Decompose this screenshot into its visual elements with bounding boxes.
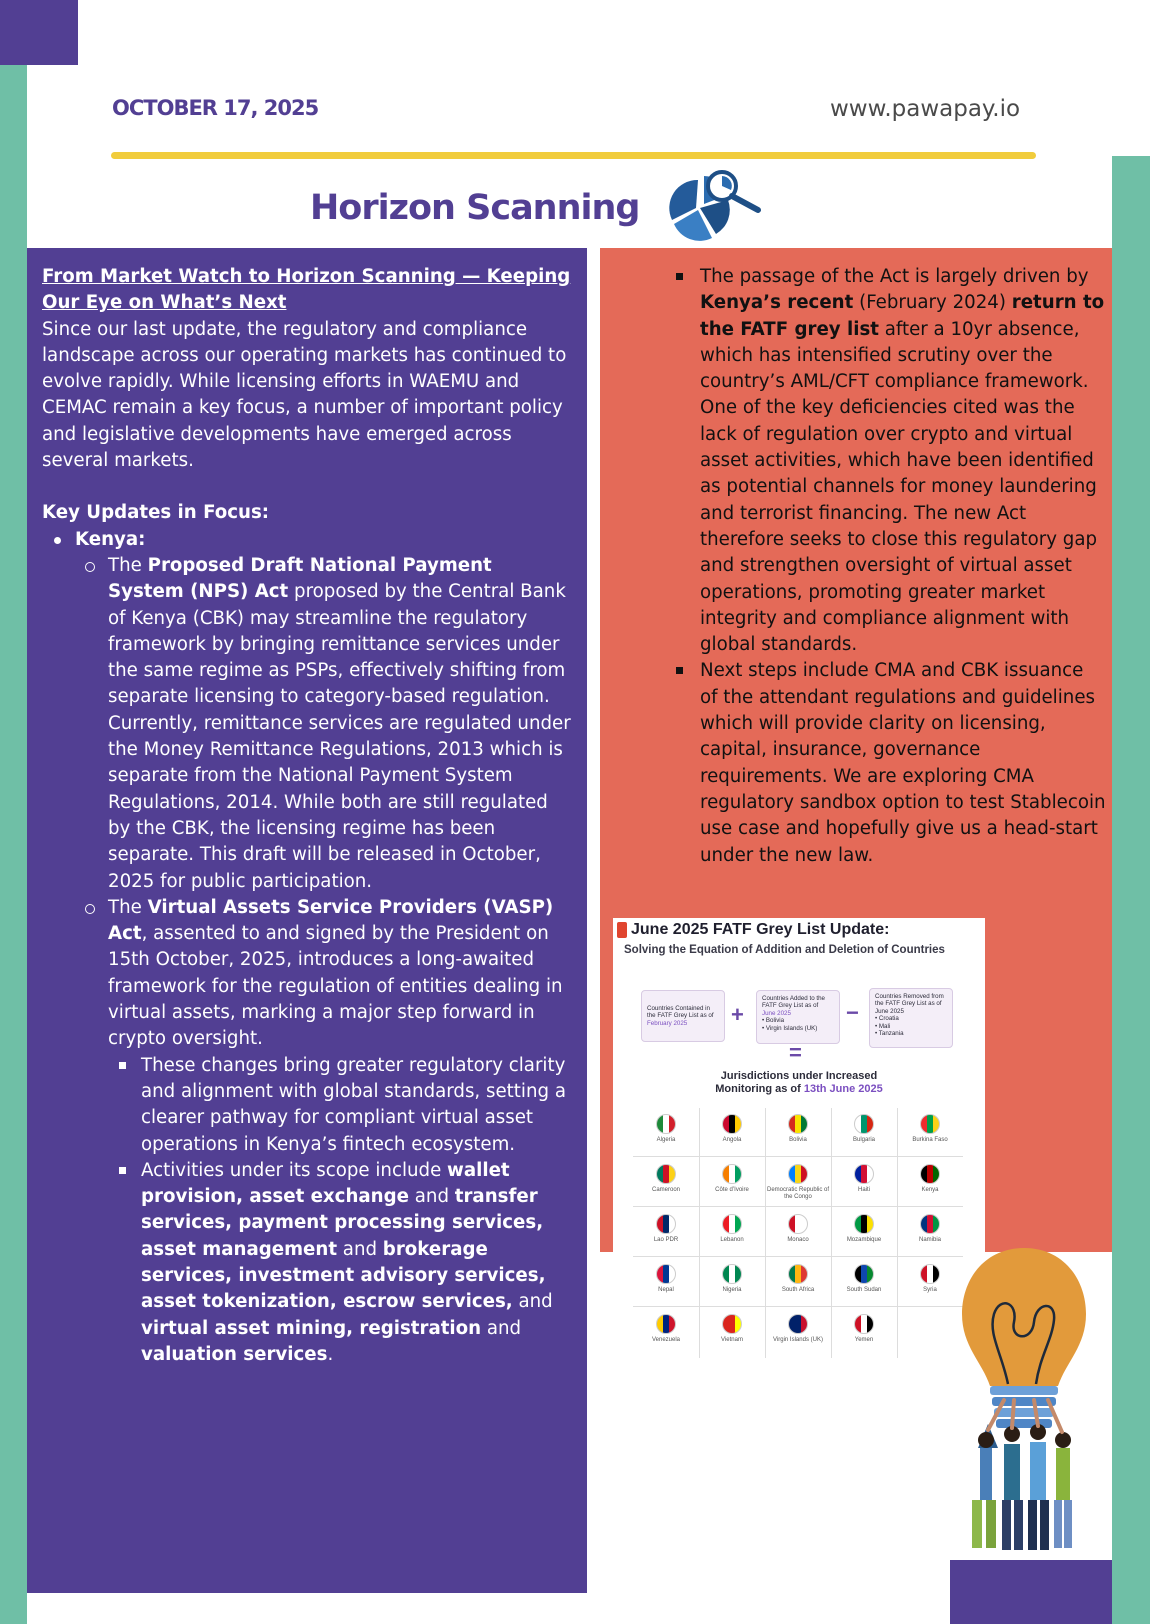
flag-icon	[656, 1314, 676, 1334]
country-cell	[765, 1108, 831, 1158]
flag-icon	[788, 1164, 808, 1184]
list-item-next-steps: Next steps include CMA and CBK issuance of the attendant regulations and guidelines which will provide clarity on licensing, capital, insurance, governance requirements. We are exploring CMA regulatory sandbox option to test Stablecoin use case and hopefully give us a head-start under the new law.	[600, 658, 1112, 868]
country-name: Bulgaria	[852, 1137, 875, 1143]
flag-icon	[656, 1214, 676, 1234]
left-content-panel	[27, 248, 587, 1593]
country-cell	[633, 1158, 699, 1208]
country-name: Côte d’Ivoire	[715, 1187, 749, 1193]
flag-icon	[788, 1214, 808, 1234]
lightbulb-teamwork-icon	[948, 1244, 1100, 1560]
country-name: Haiti	[857, 1187, 870, 1193]
country-name: Yemen	[854, 1337, 874, 1343]
country-name: Algeria	[656, 1137, 676, 1143]
country-cell	[633, 1258, 699, 1308]
result-line-2: Monitoring as of 13th June 2025	[715, 1083, 883, 1095]
infographic-subtitle: Solving the Equation of Addition and Deletion of Countries	[624, 944, 945, 956]
country-cell	[897, 1158, 963, 1208]
country-cell	[699, 1158, 765, 1208]
kenya-updates-list	[75, 553, 573, 1368]
grid-row-line	[633, 1306, 963, 1307]
right-bullet-list	[600, 264, 1112, 869]
country-cell	[897, 1108, 963, 1158]
country-name: Syria	[923, 1287, 937, 1293]
key-updates-heading: Key Updates in Focus:	[42, 502, 270, 524]
grid-row-line	[633, 1256, 963, 1257]
flag-icon	[854, 1264, 874, 1284]
country-cell	[765, 1158, 831, 1208]
grid-row-line	[633, 1156, 963, 1157]
box-feb-2025: Countries Contained in the FATF Grey List as of February 2025	[641, 990, 725, 1042]
flag-icon	[788, 1314, 808, 1334]
grid-col-line	[699, 1108, 700, 1358]
corner-block-bottom-right	[950, 1560, 1112, 1624]
country-name: Mozambique	[846, 1237, 882, 1243]
header-divider	[111, 152, 1036, 159]
country-cell	[699, 1308, 765, 1358]
grid-col-line	[831, 1108, 832, 1358]
list-item-vasp-act: The Virtual Assets Service Providers (VASP) Act, assented to and signed by the President on 15th October, 2025, introduces a long-awaited framework for the regulation of entities dealing in virtual assets, marking a major step forward in crypto oversight. These changes bring greater regulatory clarity and alignment with global standards, setting a clearer pathway for compliant virtual asset operations in Kenya’s fintech ecosystem. Activities under its scope include wallet provision, asset exchange and transfer services, payment processing services, asset management and brokerage services, investment advisory services, asset tokenization, escrow services, and virtual asset mining, registration and valuation services.	[75, 895, 573, 1368]
flag-icon	[920, 1264, 940, 1284]
country-name: Cameroon	[651, 1187, 680, 1193]
grid-col-line	[765, 1108, 766, 1358]
flag-icon	[854, 1114, 874, 1134]
country-name: Namibia	[918, 1237, 941, 1243]
country-name: Lao PDR	[653, 1237, 679, 1243]
flag-icon	[656, 1164, 676, 1184]
country-name: South Sudan	[846, 1287, 882, 1293]
country-name: Lebanon	[720, 1237, 744, 1243]
flag-icon	[920, 1114, 940, 1134]
country-name: Burkina Faso	[912, 1137, 948, 1143]
flag-icon	[788, 1264, 808, 1284]
country-cell	[699, 1108, 765, 1158]
country-name: Venezuela	[651, 1337, 681, 1343]
left-side-strip	[0, 65, 27, 1624]
website-link[interactable]: www.pawapay.io	[830, 96, 1021, 122]
result-line-1: Jurisdictions under Increased	[720, 1070, 878, 1082]
flag-icon	[656, 1264, 676, 1284]
country-label: Kenya:	[75, 528, 146, 550]
country-name: Vietnam	[721, 1337, 743, 1343]
fatf-grey-list-infographic	[613, 918, 985, 1362]
flag-icon	[722, 1264, 742, 1284]
box-removed-june-2025: Countries Removed from the FATF Grey List as of June 2025 • Croatia • Mali • Tanzania	[869, 988, 953, 1048]
flag-icon	[854, 1214, 874, 1234]
right-side-strip	[1112, 156, 1150, 1624]
list-item-nps-act: The Proposed Draft National Payment System (NPS) Act proposed by the Central Bank of Kenya (CBK) may streamline the regulatory framework by bringing remittance services under the same regime as PSPs, effectively shifting from separate licensing to category-based regulation. Currently, remittance services are regulated under the Money Remittance Regulations, 2013 which is separate from the National Payment System Regulations, 2014. While both are still regulated by the CBK, the licensing regime has been separate. This draft will be released in October, 2025 for public participation.	[75, 553, 573, 895]
grid-row-line	[633, 1206, 963, 1207]
minus-operator: −	[846, 1000, 859, 1025]
flag-icon	[920, 1164, 940, 1184]
flag-icon	[722, 1114, 742, 1134]
country-name: South Africa	[781, 1287, 815, 1293]
country-name: Angola	[722, 1137, 742, 1143]
equals-operator: =	[789, 1040, 802, 1065]
flag-icon	[722, 1164, 742, 1184]
country-name: Virgin Islands (UK)	[773, 1337, 823, 1343]
flag-icon	[722, 1314, 742, 1334]
vasp-details-list	[108, 1053, 573, 1369]
infographic-title: June 2025 FATF Grey List Update:	[631, 921, 890, 938]
pie-chart-magnifier-icon	[660, 168, 776, 252]
corner-block-top-left	[0, 0, 78, 65]
badge-icon	[617, 922, 627, 938]
country-name: Monaco	[787, 1237, 809, 1243]
box-added-june-2025: Countries Added to the FATF Grey List as of June 2025 • Bolivia • Virgin Islands (UK)	[756, 990, 840, 1044]
country-cell	[831, 1258, 897, 1308]
list-item-scope: Activities under its scope include wallet provision, asset exchange and transfer services, payment processing services, asset management and brokerage services, investment advisory services, asset tokenization, escrow services, and virtual asset mining, registration and valuation services.	[108, 1158, 573, 1368]
country-cell	[831, 1158, 897, 1208]
page-title: Horizon Scanning	[310, 188, 640, 228]
country-cell	[765, 1308, 831, 1358]
intro-paragraph: Since our last update, the regulatory and compliance landscape across our operating markets has continued to evolve rapidly. While licensing efforts in WAEMU and CEMAC remain a key focus, a number of important policy and legislative developments have emerged across several markets.	[42, 318, 567, 472]
country-name: Kenya	[921, 1187, 939, 1193]
country-cell	[831, 1108, 897, 1158]
country-cell	[633, 1208, 699, 1258]
country-name: Nigeria	[722, 1287, 742, 1293]
country-cell	[699, 1258, 765, 1308]
list-item-clarity: These changes bring greater regulatory clarity and alignment with global standards, setting a clearer pathway for compliant virtual asset operations in Kenya’s fintech ecosystem.	[108, 1053, 573, 1158]
flag-icon	[854, 1314, 874, 1334]
flag-icon	[656, 1114, 676, 1134]
grid-col-line	[897, 1108, 898, 1358]
plus-operator: +	[731, 1002, 744, 1027]
country-list	[42, 527, 573, 1369]
flag-icon	[722, 1214, 742, 1234]
country-cell	[699, 1208, 765, 1258]
country-name: Nepal	[658, 1287, 674, 1293]
country-cell	[765, 1258, 831, 1308]
list-item-kenya	[42, 527, 573, 1369]
flag-icon	[788, 1114, 808, 1134]
country-name: Democratic Republic of the Congo	[766, 1187, 830, 1200]
issue-date: OCTOBER 17, 2025	[112, 96, 319, 120]
flag-icon	[920, 1214, 940, 1234]
flag-icon	[854, 1164, 874, 1184]
list-item-fatf-context: The passage of the Act is largely driven by Kenya’s recent (February 2024) return to the FATF grey list after a 10yr absence, which has intensified scrutiny over the country’s AML/CFT compliance framework. One of the key deficiencies cited was the lack of regulation over crypto and virtual asset activities, which have been identified as potential channels for money laundering and terrorist financing. The new Act therefore seeks to close this regulatory gap and strengthen oversight of virtual asset operations, promoting greater market integrity and compliance alignment with global standards.	[600, 264, 1112, 658]
country-cell	[831, 1208, 897, 1258]
country-cell	[633, 1308, 699, 1358]
country-cell	[633, 1108, 699, 1158]
country-name: Bolivia	[789, 1137, 807, 1143]
country-cell	[765, 1208, 831, 1258]
section-title: From Market Watch to Horizon Scanning — Keeping Our Eye on What’s Next	[42, 266, 571, 314]
country-cell	[831, 1308, 897, 1358]
